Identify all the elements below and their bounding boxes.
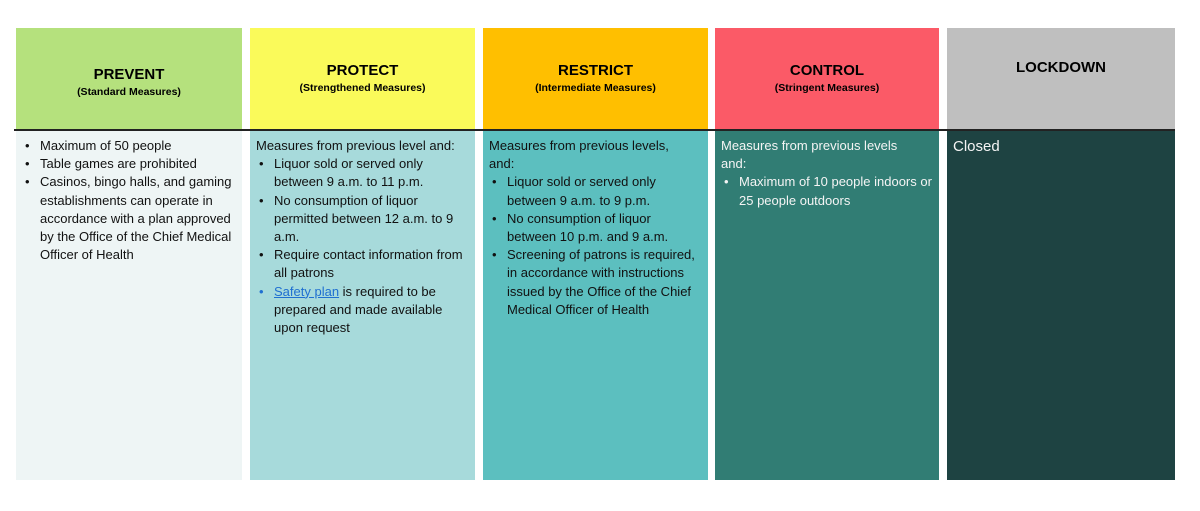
list-item: • Liquor sold or served only between 9 a.m. to 9 p.m. bbox=[492, 174, 656, 208]
closed-text: Closed bbox=[953, 138, 1000, 155]
measure-list bbox=[721, 173, 934, 209]
list-item: • Maximum of 10 people indoors or 25 people outdoors bbox=[724, 174, 932, 208]
bullet: • bbox=[492, 247, 497, 263]
measures-protect bbox=[250, 130, 475, 480]
level-title: PROTECT bbox=[326, 62, 399, 79]
bullet: • bbox=[25, 156, 30, 172]
level-subtitle: (Intermediate Measures) bbox=[535, 82, 656, 94]
level-title: CONTROL bbox=[789, 62, 865, 79]
bullet: • bbox=[259, 283, 264, 299]
measures-prevent bbox=[16, 130, 242, 480]
level-title: LOCKDOWN bbox=[1016, 59, 1106, 76]
list-item: • No consumption of liquor between 10 p.m. and 9 a.m. bbox=[492, 210, 669, 245]
list-item: • Table games are prohibited bbox=[22, 155, 237, 173]
level-title: RESTRICT bbox=[558, 62, 633, 79]
measure-list bbox=[22, 137, 237, 264]
header-protect bbox=[250, 28, 475, 130]
header-control bbox=[715, 28, 939, 130]
header-lockdown bbox=[947, 28, 1175, 130]
list-item: • Maximum of 50 people bbox=[22, 137, 237, 155]
list-item: • Require contact information from all patrons bbox=[259, 247, 463, 281]
intro-text: Measures from previous levels, and: bbox=[489, 138, 669, 172]
header-prevent bbox=[16, 28, 242, 130]
intro-text: Measures from previous level and: bbox=[256, 138, 455, 153]
level-subtitle: (Stringent Measures) bbox=[774, 82, 880, 94]
bullet: • bbox=[25, 138, 30, 153]
list-item: • Screening of patrons is required, in accordance with instructions issued by the Office of the Chief Medical Officer of Health bbox=[492, 247, 695, 317]
list-item: • No consumption of liquor permitted between 12 a.m. to 9 a.m. bbox=[259, 192, 454, 245]
header-divider bbox=[14, 129, 1175, 131]
level-subtitle: (Standard Measures) bbox=[77, 86, 181, 98]
level-subtitle: (Strengthened Measures) bbox=[299, 82, 426, 94]
measures-control bbox=[715, 130, 939, 480]
bullet: • bbox=[724, 174, 729, 190]
header-restrict bbox=[483, 28, 708, 130]
measure-list bbox=[256, 155, 470, 337]
measures-lockdown bbox=[947, 130, 1175, 480]
bullet: • bbox=[259, 156, 264, 172]
measure-list bbox=[489, 173, 703, 319]
bullet: • bbox=[25, 174, 30, 190]
level-title: PREVENT bbox=[93, 66, 165, 83]
bullet: • bbox=[492, 174, 497, 190]
list-item: • Safety plan is required to be prepared and made available upon request bbox=[259, 283, 443, 336]
list-item: • Liquor sold or served only between 9 a.m. to 11 p.m. bbox=[259, 156, 424, 190]
bullet: • bbox=[259, 247, 264, 263]
safety-plan-link[interactable]: Safety plan bbox=[274, 283, 340, 299]
measures-restrict bbox=[483, 130, 708, 480]
bullet: • bbox=[492, 210, 497, 226]
intro-text: Measures from previous levels and: bbox=[721, 138, 898, 172]
list-item: • Casinos, bingo halls, and gaming establishments can operate in accordance with a plan approved by the Office of the Chief Medical Officer of Health bbox=[25, 174, 232, 263]
bullet: • bbox=[259, 192, 264, 208]
